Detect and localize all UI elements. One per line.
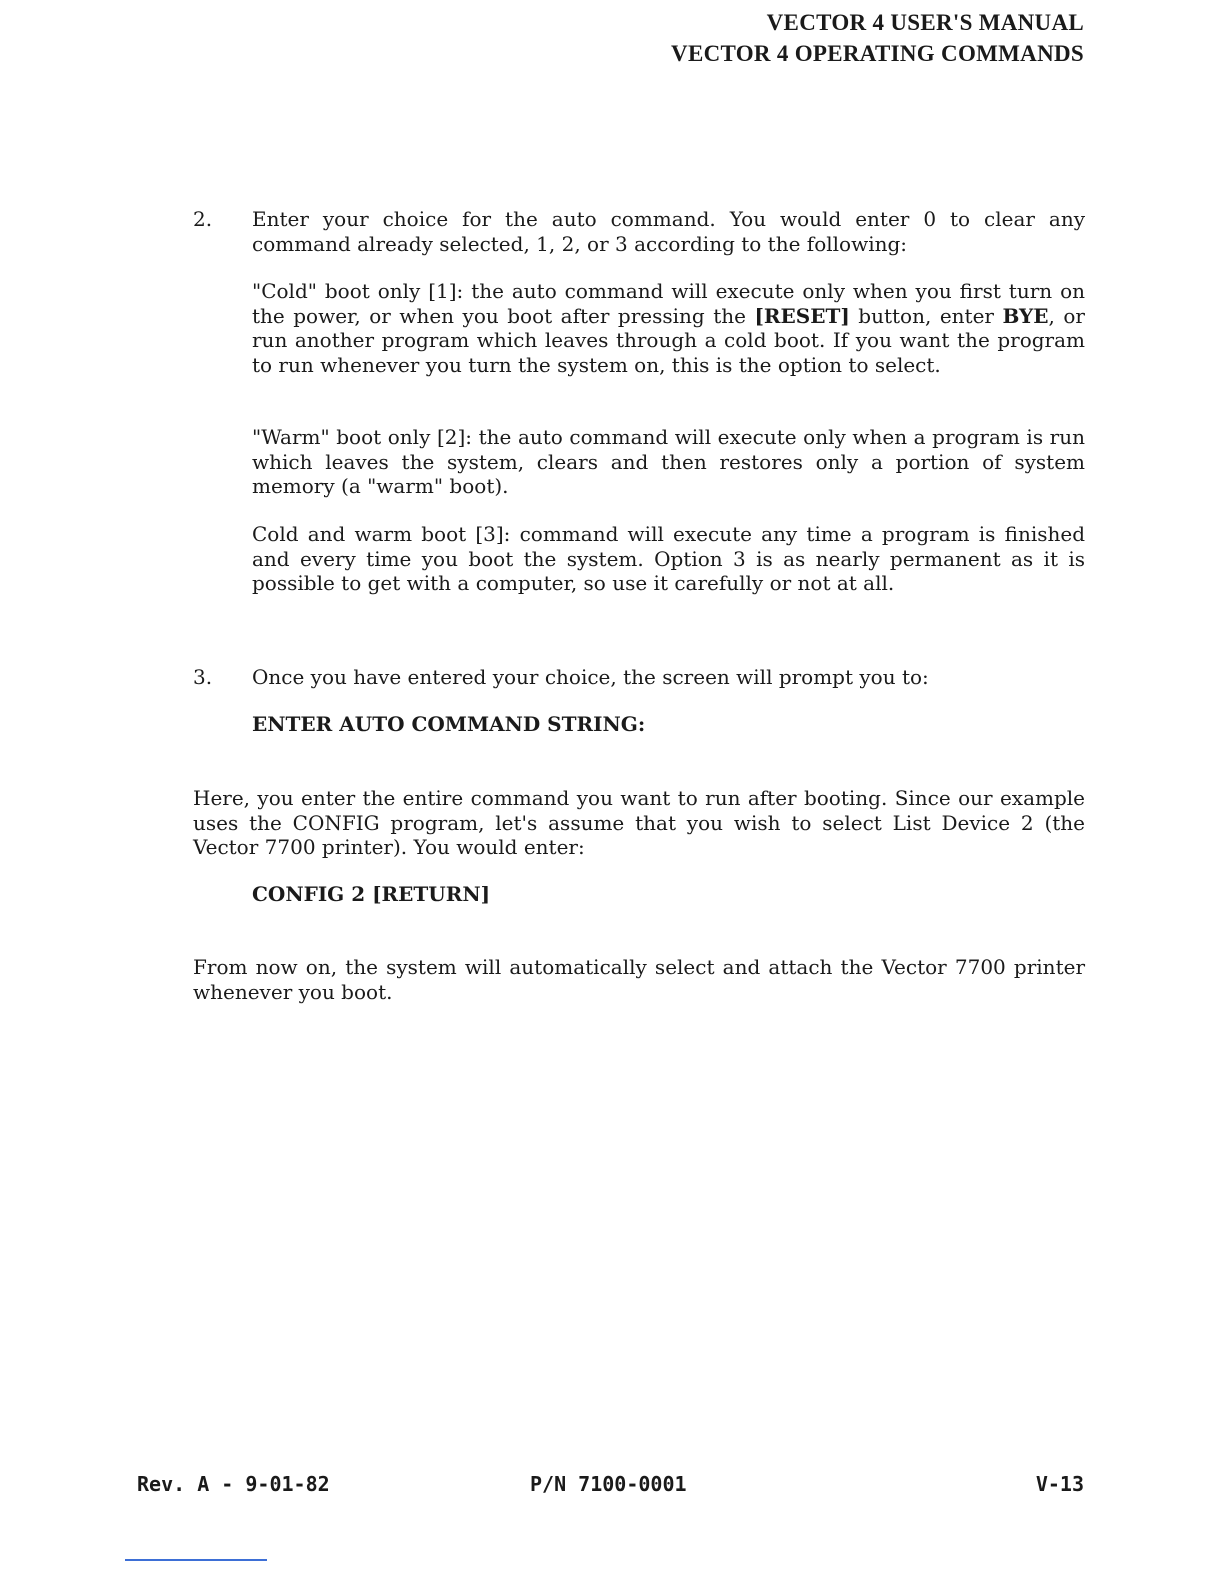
header-manual-title: VECTOR 4 USER'S MANUAL xyxy=(766,10,1084,35)
step-2-number: 2. xyxy=(193,207,213,231)
footer-revision: Rev. A - 9-01-82 xyxy=(137,1472,330,1496)
footer-part-number: P/N 7100-0001 xyxy=(530,1472,687,1496)
warm-boot-option: "Warm" boot only [2]: the auto command will execute only when a program is run which leaves the system, clears and then restores only a portion of system memory (a "warm" boot). xyxy=(252,425,1085,498)
step-2-intro: Enter your choice for the auto command. You would enter 0 to clear any command already selected, 1, 2, or 3 according to the following: xyxy=(252,207,1085,256)
step-3-text: Once you have entered your choice, the screen will prompt you to: xyxy=(252,665,929,689)
cold-boot-option xyxy=(252,279,1085,377)
footer-page-number: V-13 xyxy=(1035,1472,1084,1496)
step-3-number: 3. xyxy=(193,665,213,689)
bye-command: BYE xyxy=(1002,303,1049,328)
cold-boot-text-3: , or run another program which leaves through a cold boot. If you want the program to run whenever you turn the system on, this is the option to select. xyxy=(252,303,1085,377)
cold-boot-text-1: "Cold" boot only [1]: the auto command will execute only when you first turn on the power, or when you boot after pressing the xyxy=(252,279,1085,328)
cold-boot-text-2: button, enter xyxy=(849,303,1003,328)
here-paragraph: Here, you enter the entire command you want to run after booting. Since our example uses the CONFIG program, let's assume that you wish to select List Device 2 (the Vector 7700 printer). You would enter: xyxy=(193,786,1085,859)
scan-edge-line xyxy=(125,1559,267,1561)
reset-key: [RESET] xyxy=(754,303,850,328)
final-paragraph: From now on, the system will automatically select and attach the Vector 7700 printer whenever you boot. xyxy=(193,955,1085,1004)
config-command: CONFIG 2 [RETURN] xyxy=(252,882,491,906)
header-section-title: VECTOR 4 OPERATING COMMANDS xyxy=(671,41,1084,66)
cold-and-warm-boot-option: Cold and warm boot [3]: command will execute any time a program is finished and every time you boot the system. Option 3 is as nearly permanent as it is possible to get with a computer, so use it carefully or not at all. xyxy=(252,522,1085,595)
auto-command-prompt: ENTER AUTO COMMAND STRING: xyxy=(252,712,646,736)
